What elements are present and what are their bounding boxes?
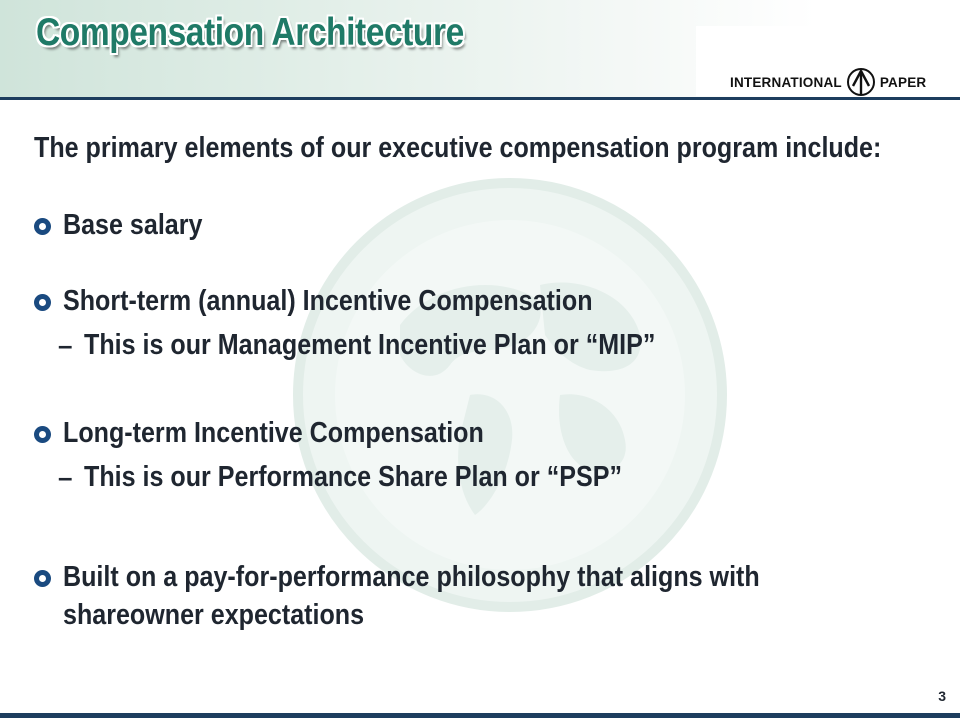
bullet-text: Base salary bbox=[63, 209, 203, 241]
bullet-item-short-term bbox=[34, 282, 914, 364]
page-number: 3 bbox=[938, 688, 946, 704]
sub-bullet-text: This is our Performance Share Plan or “PSP” bbox=[84, 461, 623, 493]
bullet-item-pay-for-performance bbox=[34, 558, 914, 634]
bullet-icon bbox=[34, 218, 51, 235]
logo-mark-icon bbox=[846, 67, 876, 97]
bullet-text: Short-term (annual) Incentive Compensation bbox=[63, 285, 593, 317]
bullet-text: Long-term Incentive Compensation bbox=[63, 417, 484, 449]
slide-body bbox=[34, 126, 934, 631]
bullet-icon bbox=[34, 294, 51, 311]
slide-title: Compensation Architecture bbox=[36, 11, 464, 54]
sub-bullet-dash: – bbox=[58, 330, 73, 360]
logo-left-text: INTERNATIONAL bbox=[730, 74, 842, 90]
sub-bullet-text: This is our Management Incentive Plan or “MIP” bbox=[84, 329, 656, 361]
bullet-icon bbox=[34, 570, 51, 587]
lead-text: The primary elements of our executive compensation program include: bbox=[34, 132, 882, 164]
footer-rule bbox=[0, 713, 960, 718]
sub-bullet-dash: – bbox=[58, 462, 73, 492]
bullet-item-base-salary bbox=[34, 206, 914, 244]
bullet-item-long-term bbox=[34, 414, 914, 496]
bullet-text: Built on a pay-for-performance philosophy that aligns with shareowner expectations bbox=[63, 561, 760, 631]
bullet-icon bbox=[34, 426, 51, 443]
international-paper-logo bbox=[730, 62, 945, 102]
logo-right-text: PAPER bbox=[879, 74, 927, 90]
